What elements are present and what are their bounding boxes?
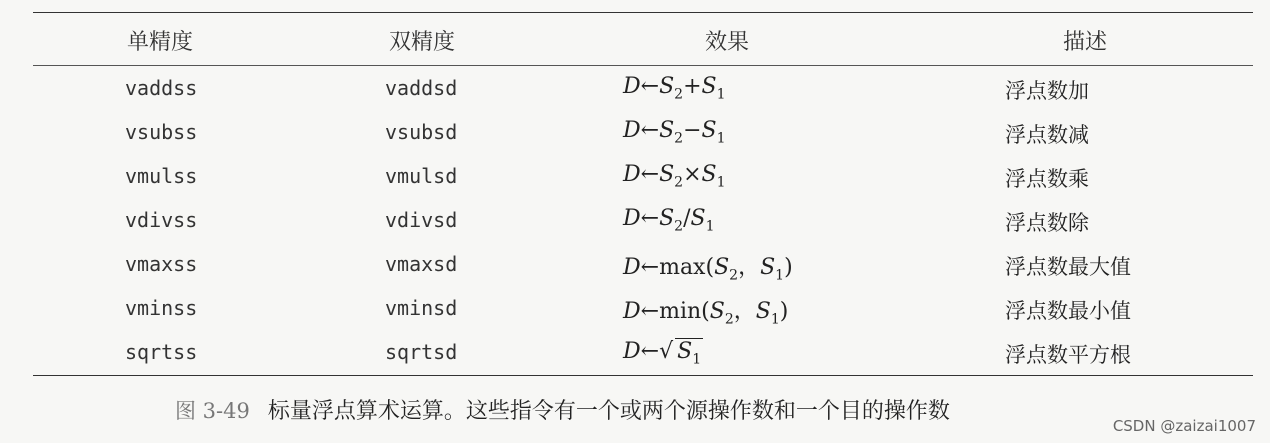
double-precision-cell: sqrtsd — [385, 340, 458, 364]
description-cell: 浮点数最小值 — [1005, 299, 1131, 323]
effect-prefix: D← — [623, 299, 660, 324]
effect-cell — [623, 118, 726, 146]
effect-s2-name: S — [659, 74, 675, 99]
figure-caption — [175, 394, 950, 425]
effect-s2-sub: 2 — [674, 130, 684, 147]
effect-s2-name: S — [659, 162, 675, 187]
header-double: 双精度 — [389, 30, 456, 55]
single-precision-cell: vminss — [125, 296, 198, 320]
single-precision-cell: vmulss — [125, 164, 198, 188]
description-cell: 浮点数最大值 — [1005, 255, 1131, 279]
double-precision-cell: vminsd — [385, 296, 458, 320]
description-cell: 浮点数平方根 — [1005, 343, 1131, 367]
sqrt-symbol: √ — [659, 339, 674, 364]
double-precision-cell: vdivsd — [385, 208, 458, 232]
table-row — [33, 288, 1253, 332]
effect-cell: D←√ $S_1$ — [623, 339, 702, 368]
description-cell: 浮点数加 — [1005, 79, 1089, 103]
double-precision-cell: vaddsd — [385, 76, 458, 100]
effect-cell — [623, 162, 726, 190]
effect-func: max — [659, 255, 706, 280]
single-precision-cell: vmaxss — [125, 252, 198, 276]
effect-s2-name: S — [659, 206, 675, 231]
description-cell: 浮点数除 — [1005, 211, 1089, 235]
single-precision-cell: vdivss — [125, 208, 198, 232]
effect-cell — [623, 74, 726, 102]
table-row — [33, 244, 1253, 288]
effect-s1-name: S — [701, 162, 717, 187]
double-precision-cell: vsubsd — [385, 120, 458, 144]
effect-prefix: D← — [623, 118, 660, 143]
single-precision-cell: sqrtss — [125, 340, 198, 364]
effect-s2-sub: 2 — [674, 174, 684, 191]
table-row — [33, 112, 1253, 156]
description-cell: 浮点数乘 — [1005, 167, 1089, 191]
effect-s2-sub: 2 — [674, 218, 684, 235]
effect-prefix: D← — [623, 339, 660, 364]
watermark: CSDN @zaizai1007 — [1112, 417, 1256, 435]
header-effect: 效果 — [705, 30, 750, 55]
effect-s1-name: S — [701, 74, 717, 99]
effect-cell: $D\leftarrow\max(S_2$，$S_1$) — [623, 255, 793, 284]
double-precision-cell: vmulsd — [385, 164, 458, 188]
effect-prefix: D← — [623, 74, 660, 99]
effect-prefix: D← — [623, 162, 660, 187]
header-single: 单精度 — [127, 30, 194, 55]
effect-s1-sub: 1 — [705, 218, 715, 235]
effect-prefix: D← — [623, 206, 660, 231]
caption-text: 标量浮点算术运算。这些指令有一个或两个源操作数和一个目的操作数 — [267, 399, 950, 424]
single-precision-cell: vsubss — [125, 120, 198, 144]
effect-cell: $D\leftarrow\min(S_2$，$S_1$) — [623, 299, 789, 328]
single-precision-cell: vaddss — [125, 76, 198, 100]
table-row — [33, 156, 1253, 200]
effect-s1-sub: 1 — [716, 174, 726, 191]
double-precision-cell: vmaxsd — [385, 252, 458, 276]
effect-operator: − — [683, 118, 702, 143]
description-cell: 浮点数减 — [1005, 123, 1089, 147]
table-row — [33, 68, 1253, 112]
effect-s1-sub: 1 — [716, 86, 726, 103]
figure-number: 图 3-49 — [175, 399, 250, 423]
effect-operator: / — [683, 206, 691, 231]
effect-s1-sub: 1 — [716, 130, 726, 147]
effect-s2-name: S — [659, 118, 675, 143]
header-desc: 描述 — [1063, 30, 1108, 55]
effect-operator: + — [683, 74, 702, 99]
effect-func: min — [659, 299, 702, 324]
table-row — [33, 200, 1253, 244]
instruction-table — [33, 12, 1253, 376]
effect-s1-name: S — [690, 206, 706, 231]
table-row — [33, 332, 1253, 376]
table-header — [33, 13, 1253, 66]
effect-cell — [623, 206, 715, 234]
effect-prefix: D← — [623, 255, 660, 280]
effect-s1-name: S — [701, 118, 717, 143]
effect-s2-sub: 2 — [674, 86, 684, 103]
effect-operator: × — [683, 162, 702, 187]
